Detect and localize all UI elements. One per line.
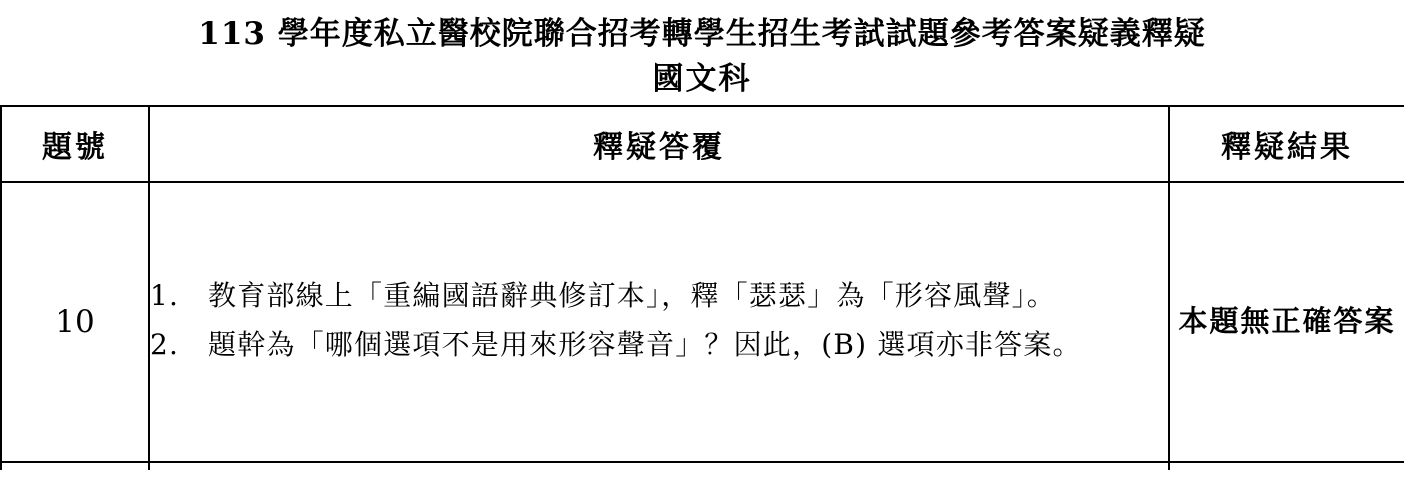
cell-question-number: 10 <box>1 182 149 462</box>
table-header-row <box>1 106 1404 182</box>
cell-question-number-partial <box>1 462 149 470</box>
list-item-text: 題幹為「哪個選項不是用來形容聲音」？因此，(B) 選項亦非答案。 <box>208 328 1082 362</box>
table-header <box>1 106 1404 182</box>
list-item <box>150 322 1168 367</box>
list-item-marker: 2. <box>150 328 180 362</box>
list-item-text: 教育部線上「重編國語辭典修訂本」，釋「瑟瑟」為「形容風聲」。 <box>208 278 1057 312</box>
list-item-marker: 1. <box>150 278 180 312</box>
response-list <box>150 273 1168 368</box>
clarification-table <box>0 105 1404 470</box>
cell-result: 本題無正確答案 <box>1169 182 1404 462</box>
table-row-partial <box>1 462 1404 470</box>
cell-response-partial <box>149 462 1169 470</box>
list-item <box>150 273 1168 318</box>
table-body <box>1 182 1404 470</box>
table-row <box>1 182 1404 462</box>
document-subtitle: 國文科 <box>652 60 752 97</box>
cell-response <box>149 182 1169 462</box>
document-title: 113 學年度私立醫校院聯合招考轉學生招生考試試題參考答案疑義釋疑 <box>198 16 1206 52</box>
column-header-result: 釋疑結果 <box>1169 106 1404 182</box>
column-header-response: 釋疑答覆 <box>149 106 1169 182</box>
column-header-question-number: 題號 <box>1 106 149 182</box>
cell-result-partial <box>1169 462 1404 470</box>
